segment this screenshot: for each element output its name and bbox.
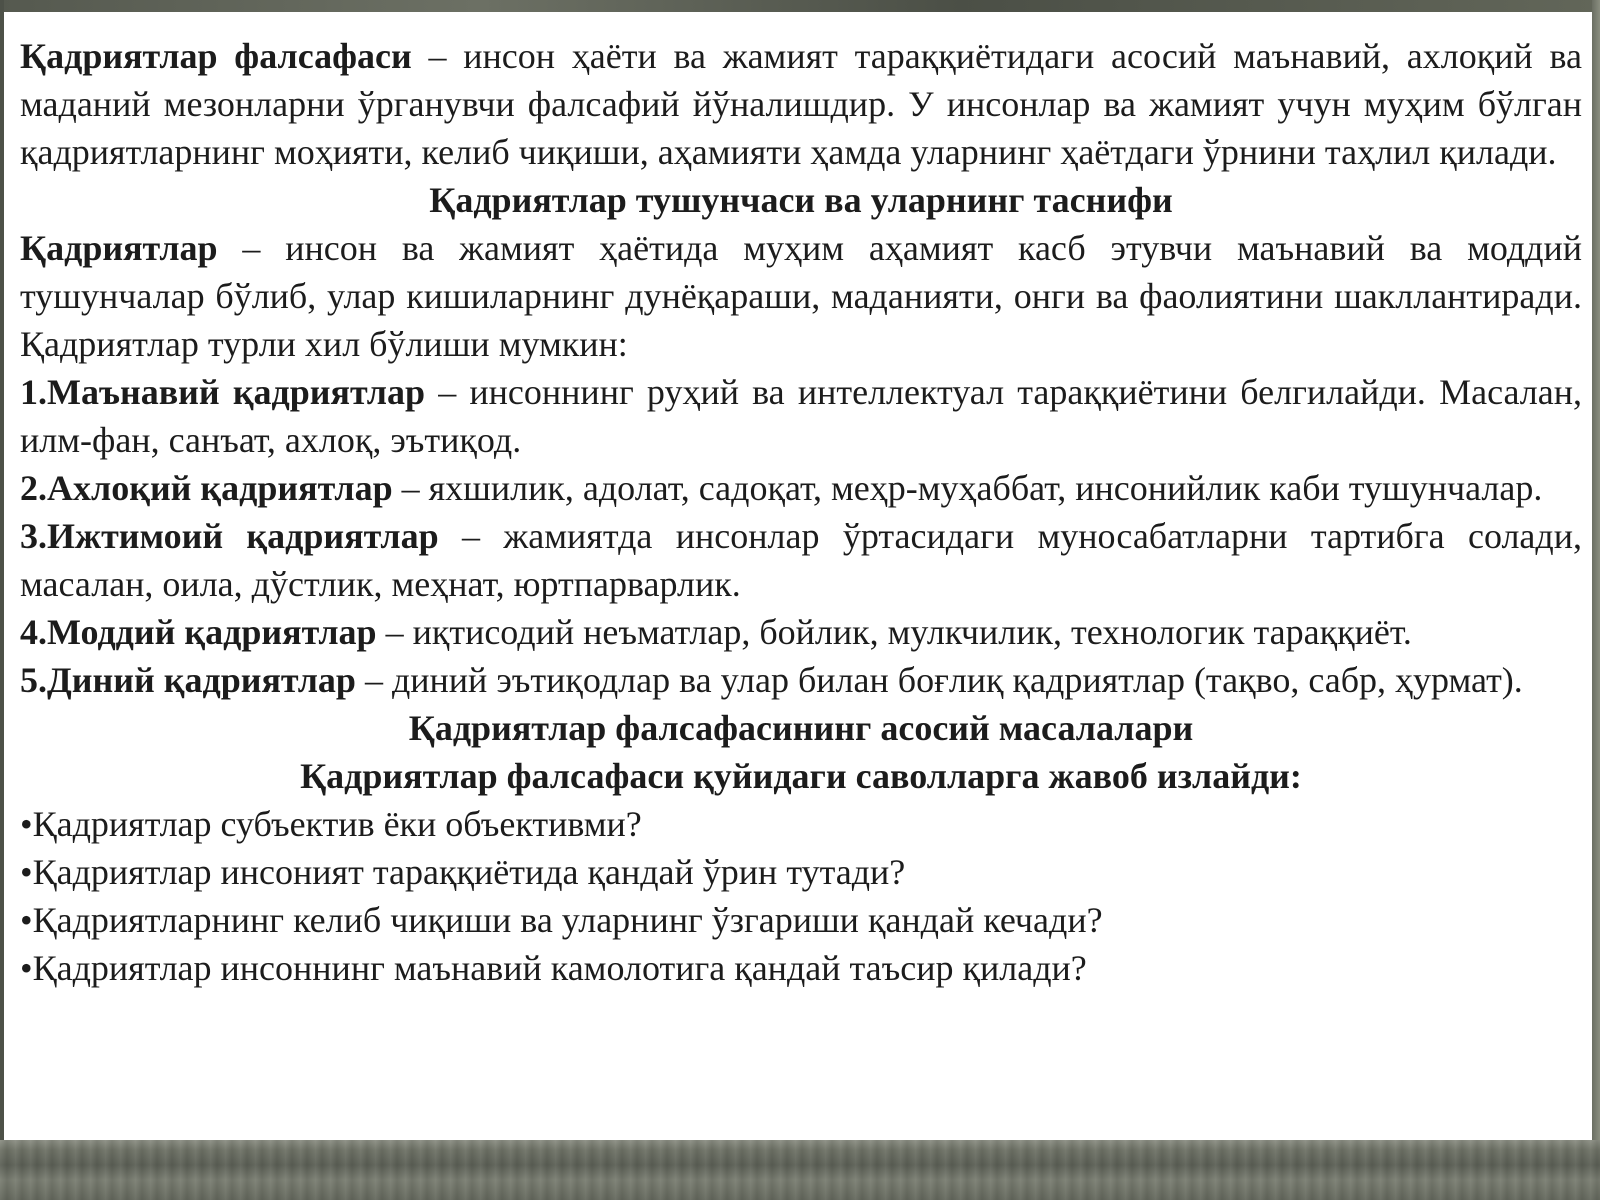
- top-border: [0, 0, 1600, 12]
- definition-term: Қадриятлар: [20, 228, 218, 268]
- value-type-text: – диний эътиқодлар ва улар билан боғлиқ қадриятлар (тақво, сабр, ҳурмат).: [355, 660, 1523, 700]
- bottom-texture: [0, 1140, 1600, 1200]
- question-item: •Қадриятларнинг келиб чиқиши ва уларнинг ўзгариши қандай кечади?: [20, 900, 1103, 940]
- value-type-item: [20, 368, 1582, 464]
- intro-paragraph: [20, 32, 1582, 176]
- section-subheading-questions: Қадриятлар фалсафаси қуйидаги саволларга жавоб излайди:: [300, 756, 1302, 796]
- definition-text: – инсон ва жамият ҳаётида муҳим аҳамият касб этувчи маънавий ва моддий тушунчалар бўлиб, улар кишиларнинг дунёқараши, маданияти, онги ва фаолиятини шакллантиради. Қадриятлар турли хил бўлиши мумкин:: [20, 228, 1582, 364]
- value-type-item: [20, 512, 1582, 608]
- value-type-text: – яхшилик, адолат, садоқат, меҳр-муҳаббат, инсонийлик каби тушунчалар.: [392, 468, 1543, 508]
- section-heading-main-issues: Қадриятлар фалсафасининг асосий масалалари: [408, 708, 1194, 748]
- value-type-term: 5.Диний қадриятлар: [20, 660, 356, 700]
- section-heading-classification: Қадриятлар тушунчаси ва уларнинг таснифи: [429, 180, 1173, 220]
- definition-paragraph: [20, 224, 1582, 368]
- question-item: •Қадриятлар субъектив ёки объективми?: [20, 804, 642, 844]
- intro-term: Қадриятлар фалсафаси: [20, 36, 412, 76]
- intro-text: – инсон ҳаёти ва жамият тараққиётидаги асосий маънавий, ахлоқий ва маданий мезонларни ўрганувчи фалсафий йўналишдир. У инсонлар ва жамият учун муҳим бўлган қадриятларнинг моҳияти, келиб чиқиши, аҳамияти ҳамда уларнинг ҳаётдаги ўрнини таҳлил қилади.: [20, 36, 1582, 172]
- value-type-text: – иқтисодий неъматлар, бойлик, мулкчилик, технологик тараққиёт.: [376, 612, 1412, 652]
- question-item: •Қадриятлар инсоннинг маънавий камолотига қандай таъсир қилади?: [20, 948, 1087, 988]
- value-type-text: – инсоннинг руҳий ва интеллектуал тараққиётини белгилайди. Масалан, илм-фан, санъат, ахлоқ, эътиқод.: [20, 372, 1582, 460]
- value-type-term: 3.Ижтимоий қадриятлар: [20, 516, 439, 556]
- value-type-term: 2.Ахлоқий қадриятлар: [20, 468, 393, 508]
- value-type-item: [20, 464, 1582, 512]
- question-item: •Қадриятлар инсоният тараққиётида қандай ўрин тутади?: [20, 852, 906, 892]
- value-type-term: 1.Маънавий қадриятлар: [20, 372, 426, 412]
- slide-page: [4, 12, 1592, 1140]
- value-type-text: – жамиятда инсонлар ўртасидаги муносабатларни тартибга солади, масалан, оила, дўстлик, меҳнат, юртпарварлик.: [20, 516, 1582, 604]
- value-type-term: 4.Моддий қадриятлар: [20, 612, 377, 652]
- slide-content: [20, 32, 1582, 992]
- value-type-item: [20, 608, 1582, 656]
- value-type-item: [20, 656, 1582, 704]
- right-border: [1592, 0, 1600, 1200]
